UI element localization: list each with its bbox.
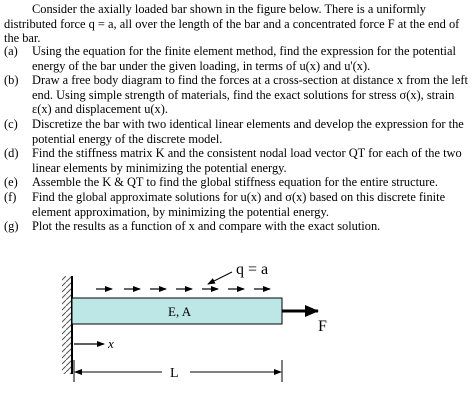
task-item-a — [4, 44, 470, 73]
task-text: Draw a free body diagram to find the forces at a cross-section at distance x from the left end. Using simple strength of materials, find the exact solutions for stress σ(x), strain ε(x) and displacement u(x). — [32, 73, 468, 117]
task-text: Discretize the bar with two identical linear elements and develop the expression for the potential energy of the discrete model. — [32, 116, 464, 146]
task-list — [4, 44, 470, 234]
fixed-wall — [62, 276, 72, 374]
task-item-f — [4, 190, 470, 219]
load-label-pointer — [208, 272, 232, 284]
task-label: (b) — [4, 73, 19, 88]
task-label: (c) — [4, 116, 18, 131]
task-text: Assemble the K & QT to find the global stiffness equation for the entire structure. — [32, 175, 438, 190]
task-item-g — [4, 219, 470, 234]
bar-figure — [0, 252, 474, 404]
task-text: Find the stiffness matrix K and the consistent nodal load vector QT for each of the two linear elements by minimizing the potential energy. — [32, 146, 462, 175]
task-label: (f) — [4, 189, 17, 204]
length-label: L — [170, 366, 179, 381]
task-item-c — [4, 117, 470, 146]
task-item-b — [4, 73, 470, 117]
task-item-d — [4, 146, 470, 175]
task-item-e — [4, 175, 470, 190]
x-label: x — [108, 336, 114, 351]
load-label: q = a — [236, 261, 269, 278]
task-label: (d) — [4, 146, 19, 161]
problem-intro: Consider the axially loaded bar shown in the figure below. There is a uniformly distributed force q = a, all over the length of the bar and a concentrated force F at the end of the bar. — [4, 2, 460, 46]
task-label: (g) — [4, 219, 19, 234]
task-label: (a) — [4, 44, 18, 58]
task-label: (e) — [4, 175, 18, 190]
task-text: Find the global approximate solutions for u(x) and σ(x) based on this discrete finite element approximation, by minimizing the potential energy. — [32, 189, 446, 219]
bar-label: E, A — [168, 304, 192, 319]
force-label: F — [318, 318, 327, 335]
task-text: Using the equation for the finite element method, find the expression for the potential energy of the bar under the given loading, in terms of u(x) and u'(x). — [32, 44, 456, 73]
task-text: Plot the results as a function of x and compare with the exact solution. — [32, 219, 381, 234]
